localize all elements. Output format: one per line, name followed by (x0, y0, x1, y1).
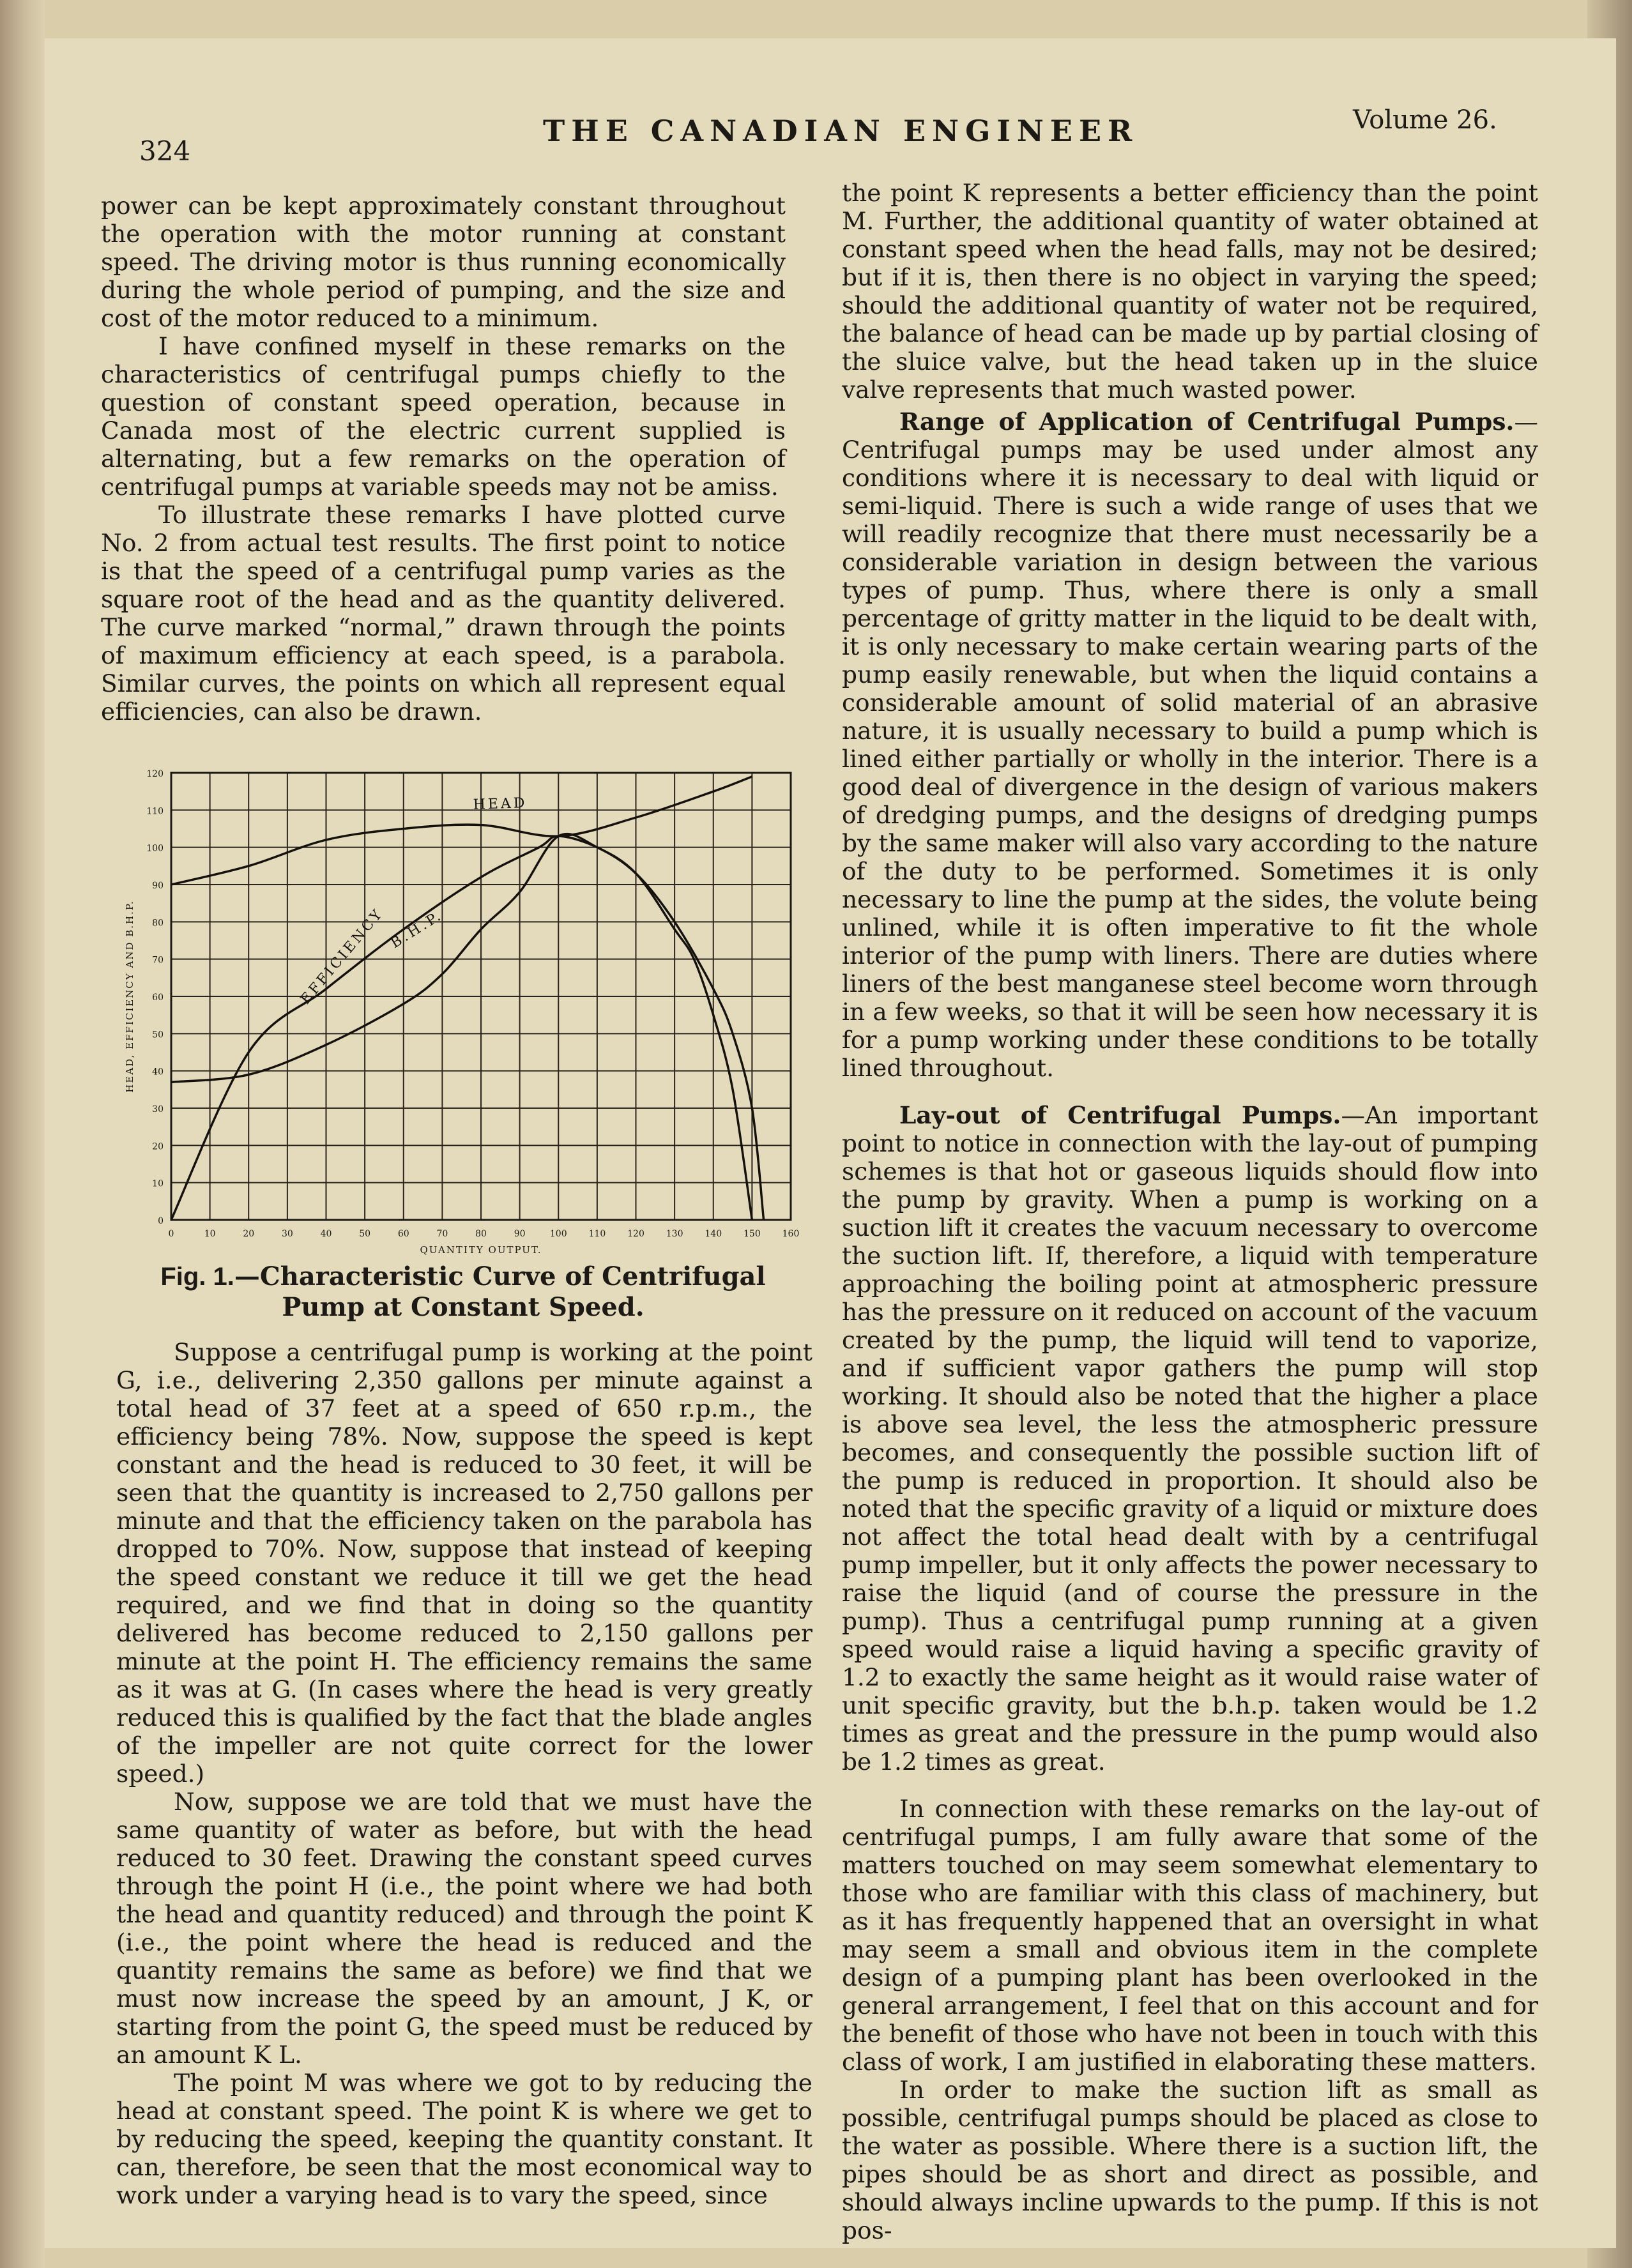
y-tick-label: 90 (152, 881, 164, 891)
curve-label: EFFICIENCY (298, 905, 387, 1008)
paragraph: The point M was where we got to by reducing the head at constant speed. The point K is where we get to by reducing the speed, keeping the quantity constant. It can, therefore, be seen that the most economical way to work under a varying head is to vary the speed, since (116, 2069, 812, 2209)
figure-label: Fig. 1. (160, 1263, 234, 1291)
x-tick-label: 100 (549, 1229, 567, 1239)
chart-svg (114, 760, 804, 1258)
paragraph-text: In order to make the suction lift as small as possible, centrifugal pumps should be placed as close to the water as possible. Where there is a suction lift, the pipes should be as short and direct as possible, and should always incline upwards to the pump. If this is not pos- (842, 2076, 1538, 2244)
paragraph: power can be kept approximately constant throughout the operation with the motor running at constant speed. The driving motor is thus running economically during the whole period of pumping, and the size and cost of the motor reduced to a minimum. (101, 192, 786, 332)
curve-label: B.H.P. (388, 907, 446, 952)
volume-label: Volume 26. (1353, 105, 1497, 135)
curve-label: HEAD (473, 795, 528, 813)
x-tick-label: 50 (359, 1229, 371, 1239)
x-tick-label: 30 (281, 1229, 293, 1239)
x-axis-label: QUANTITY OUTPUT. (420, 1244, 542, 1256)
paragraph: Suppose a centrifugal pump is working at the point G, i.e., delivering 2,350 gallons per minute against a total head of 37 feet at a speed of 650 r.p.m., the efficiency being 78%. Now, suppose the speed is kept constant and the head is reduced to 30 feet, it will be seen that the quantity is increased to 2,750 gallons per minute and that the efficiency taken on the parabola has dropped to 70%. Now, suppose that instead of keeping the speed constant we reduce it till we get the head required, and we find that in doing so the quantity delivered has become reduced to 2,150 gallons per minute at the point H. The efficiency remains the same as it was at G. (In cases where the head is very greatly reduced this is qualified by the fact that the blade angles of the impeller are not quite correct for the lower speed.) (116, 1338, 812, 1788)
x-tick-label: 20 (243, 1229, 255, 1239)
figure-caption (128, 1261, 798, 1323)
paragraph: I have confined myself in these remarks on the characteristics of centrifugal pumps chiefly to the question of constant speed operation, because in Canada most of the electric current supplied is alternating, but a few remarks on the operation of centrifugal pumps at variable speeds may not be amiss. (101, 332, 786, 501)
x-tick-label: 10 (204, 1229, 216, 1239)
x-tick-label: 130 (666, 1229, 683, 1239)
y-tick-label: 70 (152, 955, 164, 966)
figure-caption-text: —Characteristic Curve of Centrifugal Pump at Constant Speed. (234, 1261, 766, 1322)
x-tick-label: 40 (320, 1229, 332, 1239)
x-tick-label: 70 (436, 1229, 448, 1239)
y-tick-label: 100 (146, 843, 164, 854)
characteristic-curve-chart (114, 760, 804, 1258)
paragraph-text: the point K represents a better efficiency than the point M. Further, the additional quantity of water obtained at constant speed when the head falls, may not be desired; but if it is, then there is no object in varying the speed; should the additional quantity of water not be required, the balance of head can be made up by partial closing of the sluice valve, but the head taken up in the sluice valve represents that much wasted power. (842, 179, 1538, 404)
paragraph: Now, suppose we are told that we must have the same quantity of water as before, but with the head reduced to 30 feet. Drawing the constant speed curves through the point H (i.e., the point where we had both the head and quantity reduced) and through the point K (i.e., the point where the head is reduced and the quantity remains the same as before) we find that we must now increase the speed by an amount, J K, or starting from the point G, the speed must be reduced by an amount K L. (116, 1788, 812, 2069)
page-number: 324 (139, 135, 191, 167)
right-column (842, 179, 1538, 2244)
journal-title: THE CANADIAN ENGINEER (543, 114, 1139, 148)
left-column-top (101, 192, 786, 726)
left-column-bottom (116, 1338, 812, 2209)
x-tick-label: 140 (705, 1229, 722, 1239)
y-tick-label: 110 (146, 806, 164, 817)
x-tick-label: 80 (475, 1229, 487, 1239)
y-tick-label: 120 (146, 769, 164, 779)
y-tick-label: 10 (152, 1178, 164, 1189)
x-tick-label: 110 (588, 1229, 606, 1239)
page-gutter-left (0, 0, 45, 2268)
x-tick-label: 120 (627, 1229, 644, 1239)
paragraph (842, 1795, 1538, 2076)
efficiency-curve (171, 836, 752, 1220)
y-tick-label: 0 (158, 1216, 164, 1226)
y-tick-label: 50 (152, 1030, 164, 1040)
section-paragraph (842, 407, 1538, 1082)
y-axis-label: HEAD, EFFICIENCY AND B.H.P. (124, 900, 135, 1093)
x-tick-label: 160 (782, 1229, 800, 1239)
x-tick-label: 150 (744, 1229, 761, 1239)
y-tick-label: 40 (152, 1067, 164, 1077)
paragraph (842, 2076, 1538, 2244)
paragraph-text: —Centrifugal pumps may be used under almost any conditions where it is necessary to deal with liquid or semi-liquid. There is such a wide range of uses that we will readily recognize that there must necessarily be a considerable variation in design between the various types of pump. Thus, where there is only a small percentage of gritty matter in the liquid to be dealt with, it is only necessary to make certain wearing parts of the pump easily renewable, but when the liquid contains a considerable amount of solid material of an abrasive nature, it is usually necessary to build a pump which is lined either partially or wholly in the interior. There is a good deal of divergence in the design of various makers of dredging pumps, and the designs of dredging pumps by the same maker will also vary according to the nature of the duty to be performed. Sometimes it is only necessary to line the pump at the sides, the volute being unlined, while it is often imperative to fit the whole interior of the pump with liners. There are duties where liners of the best manganese steel become worn through in a few weeks, so that it will be seen how necessary it is for a pump working under these conditions to be totally lined throughout. (842, 407, 1538, 1082)
section-heading: Lay-out of Centrifugal Pumps. (899, 1101, 1341, 1129)
paragraph: To illustrate these remarks I have plotted curve No. 2 from actual test results. The first point to notice is that the speed of a centrifugal pump varies as the square root of the head and as the quantity delivered. The curve marked “normal,” drawn through the points of maximum efficiency at each speed, is a parabola. Similar curves, the points on which all represent equal efficiencies, can also be drawn. (101, 501, 786, 726)
y-tick-label: 80 (152, 918, 164, 929)
y-tick-label: 20 (152, 1141, 164, 1152)
x-tick-label: 0 (168, 1229, 174, 1239)
y-tick-label: 30 (152, 1104, 164, 1115)
section-paragraph (842, 1101, 1538, 1776)
paragraph-text: In connection with these remarks on the lay-out of centrifugal pumps, I am fully aware that some of the matters touched on may seem somewhat elementary to those who are familiar with this class of machinery, but as it has frequently happened that an oversight in what may seem a small and obvious item in the complete design of a pumping plant has been overlooked in the general arrangement, I feel that on this account and for the benefit of those who have not been in touch with this class of work, I am justified in elaborating these matters. (842, 1795, 1538, 2076)
paragraph-text: —An important point to notice in connection with the lay-out of pumping schemes is that hot or gaseous liquids should flow into the pump by gravity. When a pump is working on a suction lift it creates the vacuum necessary to overcome the suction lift. If, therefore, a liquid with temperature approaching the boiling point at atmospheric pressure has the pressure on it reduced on account of the vacuum created by the pump, the liquid will tend to vaporize, and if sufficient vapor gathers the pump will stop working. It should also be noted that the higher a place is above sea level, the less the atmospheric pressure becomes, and consequently the possible suction lift of the pump is reduced in proportion. It should also be noted that the specific gravity of a liquid or mixture does not affect the total head dealt with by a centrifugal pump impeller, but it only affects the power necessary to raise the liquid (and of course the pressure in the pump). Thus a centrifugal pump running at a given speed would raise a liquid having a specific gravity of 1.2 to exactly the same height as it would raise water of unit specific gravity, but the b.h.p. taken would be 1.2 times as great and the pressure in the pump would also be 1.2 times as great. (842, 1101, 1538, 1776)
x-tick-label: 60 (397, 1229, 409, 1239)
x-tick-label: 90 (514, 1229, 526, 1239)
y-tick-label: 60 (152, 993, 164, 1003)
paragraph (842, 179, 1538, 404)
section-heading: Range of Application of Centrifugal Pumps. (899, 407, 1514, 436)
bhp-curve (171, 777, 752, 885)
